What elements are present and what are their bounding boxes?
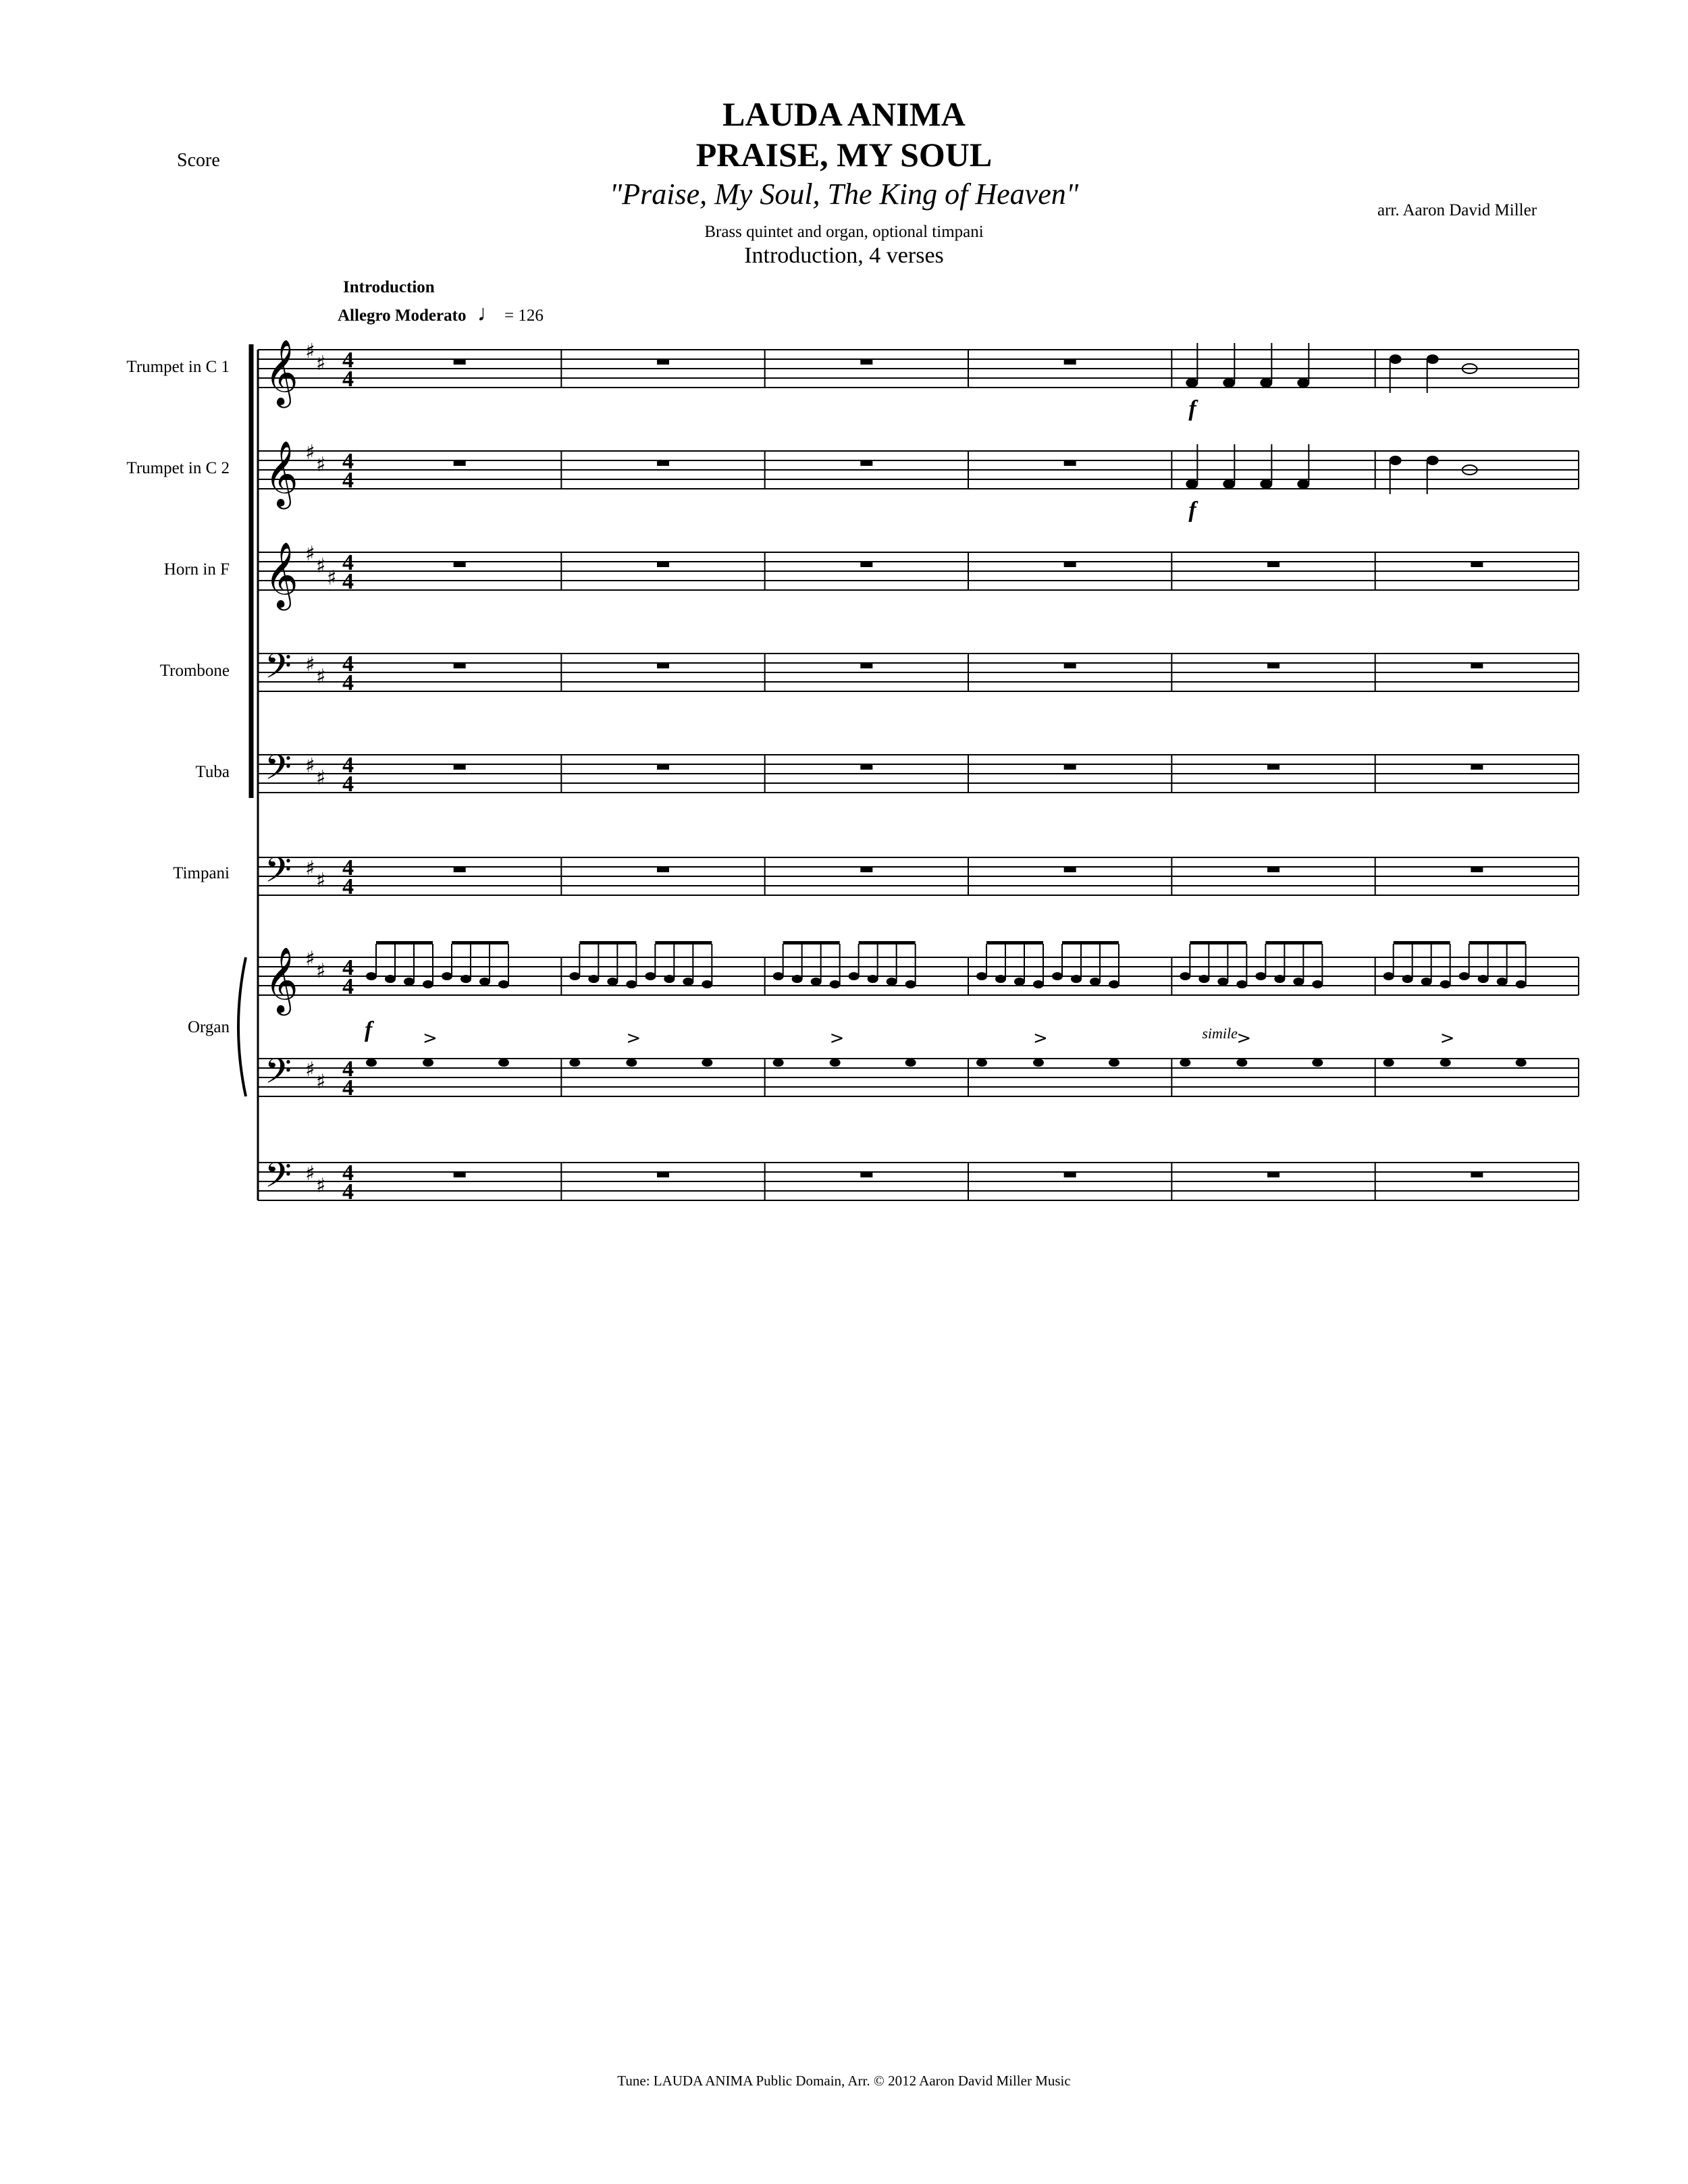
beam [1190, 941, 1246, 944]
sharp-icon: ♯ [316, 1174, 326, 1198]
whole-rest [454, 764, 466, 770]
eighth-note [1236, 1059, 1247, 1067]
whole-rest [1471, 867, 1483, 872]
time-signature-bottom: 4 [342, 569, 354, 594]
quarter-note [1427, 354, 1439, 364]
eighth-note [702, 980, 712, 988]
beam [783, 941, 840, 944]
eighth-note [1014, 978, 1025, 986]
whole-rest [1064, 663, 1076, 668]
eighth-note [1459, 972, 1470, 980]
eighth-note [1217, 978, 1228, 986]
title-line-1: LAUDA ANIMA [722, 95, 966, 133]
accent-icon: > [1236, 1028, 1252, 1048]
eighth-note [588, 975, 599, 983]
beam [655, 941, 712, 944]
eighth-note [773, 972, 784, 980]
eighth-note [385, 975, 396, 983]
instrument-name: Timpani [173, 864, 230, 882]
eighth-note [1516, 1059, 1527, 1067]
eighth-note [1274, 975, 1285, 983]
accent-icon: > [829, 1028, 845, 1048]
eighth-note [460, 975, 471, 983]
eighth-note [868, 975, 878, 983]
sharp-icon: ♯ [305, 441, 315, 464]
sharp-icon: ♯ [316, 869, 326, 893]
tempo-text: Allegro Moderato [338, 307, 467, 325]
eighth-note [423, 980, 433, 988]
quarter-note [1186, 378, 1198, 388]
eighth-note [1071, 975, 1082, 983]
eighth-note [1236, 980, 1247, 988]
eighth-note [1180, 972, 1190, 980]
eighth-note [1402, 975, 1413, 983]
eighth-note [905, 980, 916, 988]
time-signature-top: 4 [342, 855, 354, 880]
quarter-note [1260, 479, 1272, 489]
instrument-name: Tuba [195, 763, 230, 781]
whole-rest [860, 663, 872, 668]
time-signature-bottom: 4 [342, 974, 354, 999]
eighth-note [569, 972, 580, 980]
sharp-icon: ♯ [316, 665, 326, 689]
whole-rest [860, 764, 872, 770]
quarter-note [1390, 354, 1402, 364]
eighth-note [1198, 975, 1209, 983]
beam [1394, 941, 1450, 944]
treble-clef-icon: 𝄞 [265, 440, 298, 506]
dynamic-forte: f [1188, 498, 1196, 523]
eighth-note [423, 1059, 433, 1067]
eighth-note [1421, 978, 1432, 986]
time-signature-top: 4 [342, 449, 354, 474]
eighth-note [442, 972, 452, 980]
eighth-note [702, 1059, 712, 1067]
treble-clef-icon: 𝄞 [265, 339, 298, 405]
sharp-icon: ♯ [305, 1058, 315, 1082]
eighth-note [830, 1059, 841, 1067]
eighth-note [1383, 1059, 1394, 1067]
eighth-note [1516, 980, 1527, 988]
whole-rest [1064, 764, 1076, 770]
time-signature-top: 4 [342, 1161, 354, 1186]
bass-clef-icon: 𝄢 [265, 1050, 292, 1100]
whole-rest [860, 867, 872, 872]
eighth-note [811, 978, 822, 986]
whole-rest [454, 460, 466, 466]
instrument-name: Trumpet in C 1 [126, 358, 230, 376]
eighth-note [683, 978, 693, 986]
footer-copyright: Tune: LAUDA ANIMA Public Domain, Arr. © 2012 Aaron David Miller Music [617, 2073, 1071, 2089]
eighth-note [849, 972, 860, 980]
quarter-note [1297, 378, 1309, 388]
time-signature-bottom: 4 [342, 1075, 354, 1100]
instrument-name: Trumpet in C 2 [126, 459, 230, 477]
form-description: Introduction, 4 verses [744, 243, 944, 268]
dynamic-forte: f [365, 1017, 373, 1042]
bass-clef-icon: 𝄢 [265, 747, 292, 796]
whole-rest [454, 867, 466, 872]
treble-clef-icon: 𝄞 [265, 541, 298, 608]
beam [1062, 941, 1119, 944]
accent-icon: > [423, 1028, 438, 1048]
beam [859, 941, 916, 944]
simile-marking: simile [1202, 1025, 1238, 1042]
sharp-icon: ♯ [316, 959, 326, 983]
eighth-note [1033, 980, 1044, 988]
bass-clef-icon: 𝄢 [265, 1154, 292, 1204]
accent-icon: > [1033, 1028, 1048, 1048]
eighth-note [1255, 972, 1266, 980]
title-line-2: PRAISE, MY SOUL [695, 136, 993, 174]
arranger: arr. Aaron David Miller [1377, 201, 1537, 219]
time-signature-top: 4 [342, 348, 354, 373]
section-label: Introduction [343, 278, 435, 296]
beam [1469, 941, 1526, 944]
sharp-icon: ♯ [316, 766, 326, 790]
beam [452, 941, 508, 944]
instrument-name: Organ [187, 1018, 230, 1036]
quarter-note [1390, 456, 1402, 465]
whole-rest [1267, 867, 1280, 872]
eighth-note [498, 980, 509, 988]
instrumentation: Brass quintet and organ, optional timpani [704, 223, 984, 241]
beam [579, 941, 636, 944]
whole-rest [657, 867, 669, 872]
whole-rest [1064, 562, 1076, 567]
eighth-note [626, 980, 637, 988]
sharp-icon: ♯ [305, 542, 315, 566]
instrument-name: Horn in F [163, 560, 230, 579]
whole-rest [1064, 359, 1076, 365]
eighth-note [1090, 978, 1101, 986]
time-signature-top: 4 [342, 753, 354, 778]
time-signature-bottom: 4 [342, 367, 354, 392]
time-signature-bottom: 4 [342, 874, 354, 899]
staves [238, 344, 1579, 1200]
eighth-note [626, 1059, 637, 1067]
whole-rest [1064, 1172, 1076, 1177]
eighth-note [995, 975, 1006, 983]
eighth-note [1497, 978, 1508, 986]
eighth-note [366, 972, 377, 980]
bass-clef-icon: 𝄢 [265, 645, 292, 695]
sharp-icon: ♯ [305, 947, 315, 971]
eighth-note [1312, 1059, 1323, 1067]
quarter-note [1223, 479, 1235, 489]
whole-rest [1267, 1172, 1280, 1177]
whole-rest [454, 663, 466, 668]
eighth-note [1478, 975, 1489, 983]
eighth-note [1440, 1059, 1451, 1067]
time-signature-bottom: 4 [342, 772, 354, 797]
beam [986, 941, 1043, 944]
eighth-note [1293, 978, 1304, 986]
subtitle: "Praise, My Soul, The King of Heaven" [609, 178, 1079, 211]
eighth-note [607, 978, 618, 986]
whole-rest [1064, 867, 1076, 872]
time-signature-top: 4 [342, 550, 354, 575]
quarter-note [1260, 378, 1272, 388]
sharp-icon: ♯ [327, 566, 337, 590]
sharp-icon: ♯ [305, 1162, 315, 1186]
whole-rest [1267, 764, 1280, 770]
whole-rest [860, 359, 872, 365]
accent-icon: > [1440, 1028, 1455, 1048]
sharp-icon: ♯ [316, 352, 326, 375]
sharp-icon: ♯ [305, 653, 315, 676]
sharp-icon: ♯ [316, 554, 326, 578]
eighth-note [1109, 1059, 1119, 1067]
whole-rest [454, 562, 466, 567]
time-signature-bottom: 4 [342, 468, 354, 493]
eighth-note [1180, 1059, 1190, 1067]
dynamic-forte: f [1188, 396, 1196, 421]
eighth-note [830, 980, 841, 988]
eighth-note [645, 972, 656, 980]
beam [376, 941, 433, 944]
eighth-note [1383, 972, 1394, 980]
quarter-note [1297, 479, 1309, 489]
whole-rest [1471, 1172, 1483, 1177]
sharp-icon: ♯ [316, 1070, 326, 1094]
whole-rest [657, 1172, 669, 1177]
time-signature-top: 4 [342, 1057, 354, 1082]
sharp-icon: ♯ [305, 857, 315, 880]
accent-icon: > [626, 1028, 641, 1048]
time-signature-bottom: 4 [342, 670, 354, 695]
metronome-value: = 126 [504, 307, 544, 325]
eighth-note [1109, 980, 1119, 988]
quarter-note [1427, 456, 1439, 465]
eighth-note [366, 1059, 377, 1067]
time-signature-top: 4 [342, 955, 354, 980]
whole-rest [454, 1172, 466, 1177]
eighth-note [1033, 1059, 1044, 1067]
bass-clef-icon: 𝄢 [265, 849, 292, 899]
whole-rest [657, 764, 669, 770]
whole-rest [1064, 460, 1076, 466]
eighth-note [1440, 980, 1451, 988]
time-signature-top: 4 [342, 651, 354, 676]
whole-rest [1267, 663, 1280, 668]
whole-rest [657, 460, 669, 466]
eighth-note [976, 972, 987, 980]
eighth-note [1052, 972, 1063, 980]
quarter-note [1223, 378, 1235, 388]
eighth-note [498, 1059, 509, 1067]
whole-rest [860, 460, 872, 466]
instrument-name: Trombone [159, 662, 230, 680]
eighth-note [976, 1059, 987, 1067]
treble-clef-icon: 𝄞 [265, 947, 298, 1013]
eighth-note [569, 1059, 580, 1067]
whole-rest [657, 359, 669, 365]
whole-rest [1267, 562, 1280, 567]
whole-rest [657, 663, 669, 668]
quarter-note [1186, 479, 1198, 489]
whole-rest [1471, 764, 1483, 770]
eighth-note [1312, 980, 1323, 988]
eighth-note [664, 975, 675, 983]
score-label: Score [177, 150, 220, 171]
eighth-note [479, 978, 490, 986]
whole-rest [454, 359, 466, 365]
eighth-note [404, 978, 415, 986]
quarter-note-icon: ♩ [477, 301, 500, 326]
eighth-note [905, 1059, 916, 1067]
notation-marks [265, 339, 1527, 1204]
whole-rest [860, 562, 872, 567]
whole-rest [1471, 562, 1483, 567]
time-signature-bottom: 4 [342, 1179, 354, 1204]
eighth-note [887, 978, 897, 986]
sharp-icon: ♯ [305, 754, 315, 778]
eighth-note [792, 975, 803, 983]
sharp-icon: ♯ [305, 340, 315, 363]
whole-rest [657, 562, 669, 567]
whole-rest [860, 1172, 872, 1177]
eighth-note [773, 1059, 784, 1067]
whole-rest [1471, 663, 1483, 668]
sharp-icon: ♯ [316, 453, 326, 477]
beam [1265, 941, 1322, 944]
organ-brace [238, 957, 246, 1096]
